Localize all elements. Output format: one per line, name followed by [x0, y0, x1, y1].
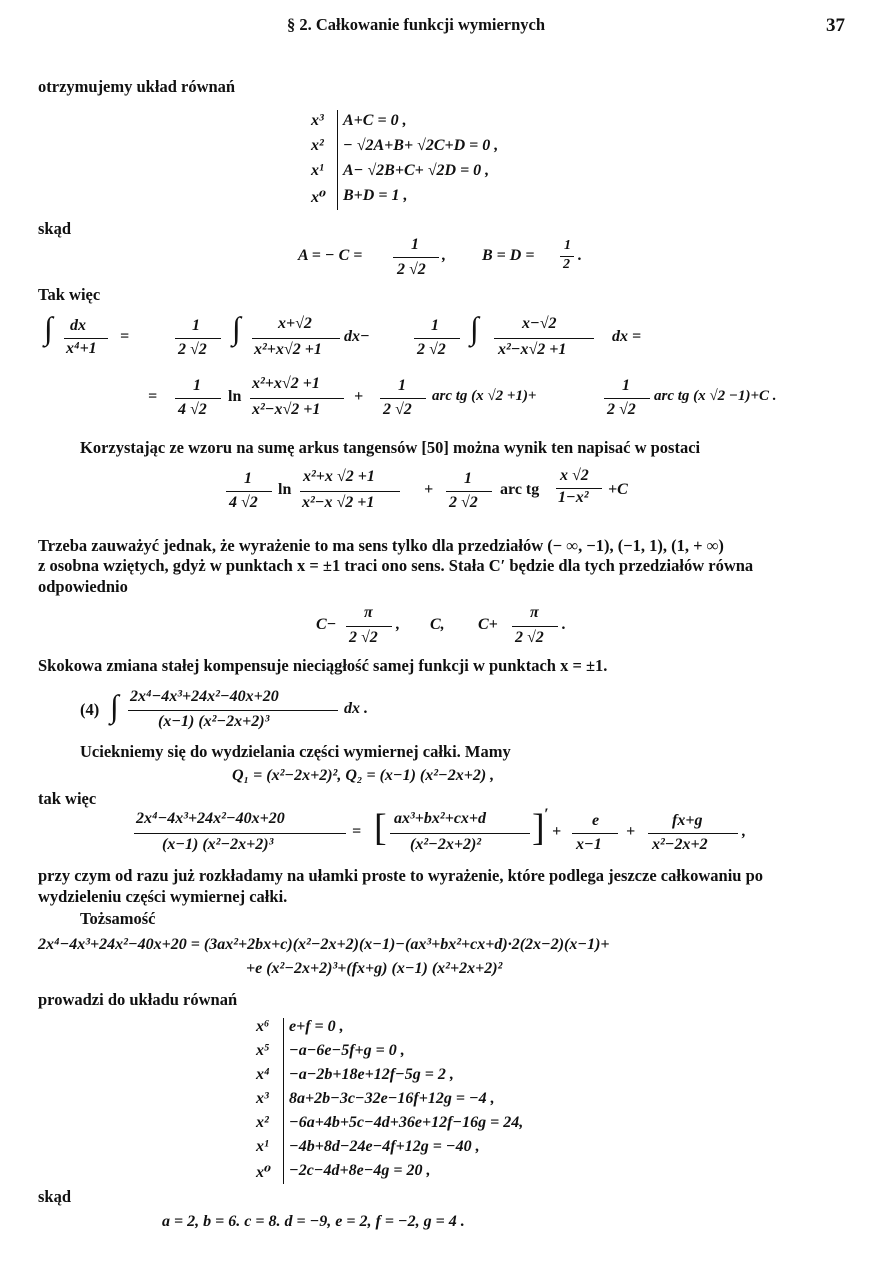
section-title: § 2. Całkowanie funkcji wymiernych [287, 15, 546, 34]
fraction-denominator: (x−1) (x²−2x+2)³ [162, 836, 274, 853]
power-label: x³ [311, 112, 324, 129]
equation-row: 8a+2b−3c−32e−16f+12g = −4 , [289, 1090, 495, 1107]
constant-plus: C+ [478, 616, 498, 633]
fraction-numerator: fx+g [672, 812, 703, 829]
fraction-denominator: x²+x√2 +1 [254, 341, 322, 358]
arctan-term: arc tg (x √2 +1)+ [432, 388, 537, 404]
fraction-numerator: x²+x√2 +1 [252, 375, 320, 392]
ln-function: ln [278, 481, 292, 498]
equation-row: −6a+4b+5c−4d+36e+12f−16g = 24, [289, 1114, 524, 1131]
text-line: odpowiednio [38, 577, 128, 596]
power-label: x² [311, 137, 324, 154]
equals: = [148, 388, 158, 405]
fraction-denominator: 2 √2 [349, 629, 378, 646]
fraction-numerator: 1 [193, 377, 201, 394]
fraction-denominator: x²−x √2 +1 [302, 494, 375, 511]
paragraph-prowadzi: prowadzi do układu równań [38, 990, 238, 1009]
paragraph-uciekniemy: Uciekniemy się do wydzielania części wymiernej całki. Mamy [80, 742, 511, 761]
fraction-numerator: x²+x √2 +1 [303, 468, 375, 485]
text-line: z osobna wziętych, gdyż w punktach x = ±1 traci ono sens. Stała C′ będzie dla tych przedziałów równa [38, 556, 754, 575]
power-label: x² [256, 1114, 269, 1131]
ln-function: ln [228, 388, 242, 405]
bracket-left: [ [374, 807, 387, 849]
identity-line-1: 2x⁴−4x³+24x²−40x+20 = (3ax²+2bx+c)(x²−2x+2)(x−1)−(ax³+bx²+cx+d)·2(2x−2)(x−1)+ [38, 936, 610, 953]
equation-row: A+C = 0 , [343, 112, 407, 129]
fraction-numerator: 2x⁴−4x³+24x²−40x+20 [136, 810, 285, 827]
equation-row: −4b+8d−24e−4f+12g = −40 , [289, 1138, 480, 1155]
arctan-label: arc tg [500, 481, 540, 498]
constant-minus: C− [316, 616, 337, 633]
power-label: x¹ [256, 1138, 269, 1155]
example-label: (4) [80, 700, 100, 719]
fraction-numerator: 2x⁴−4x³+24x²−40x+20 [130, 688, 279, 705]
bracket-right: ] [532, 807, 545, 849]
fraction-denominator: 2 √2 [397, 261, 426, 278]
fraction-denominator: 2 √2 [449, 494, 478, 511]
fraction-denominator: 2 [563, 257, 570, 272]
fraction-numerator: π [364, 604, 373, 621]
fraction-denominator: x−1 [576, 836, 602, 853]
word-tak-wiec: Tak więc [38, 285, 101, 304]
comma: , [742, 823, 746, 840]
power-label: x⁰ [311, 189, 327, 206]
paragraph-korzystajac: Korzystając ze wzoru na sumę arkus tangensów [50] można wynik ten napisać w postaci [80, 438, 701, 457]
fraction-denominator: (x²−2x+2)² [410, 836, 482, 853]
integral-sign: ∫ [44, 310, 53, 346]
plus: + [552, 823, 562, 840]
word-tozsamosc: Tożsamość [80, 909, 156, 928]
fraction-numerator: 1 [622, 377, 630, 394]
text-line: przy czym od razu już rozkładamy na ułamki proste to wyrażenie, które podlega jeszcze całkowaniu po [38, 866, 764, 885]
fraction-denominator: (x−1) (x²−2x+2)³ [158, 713, 270, 730]
fraction-denominator: 2 √2 [178, 341, 207, 358]
arctan-term: arc tg (x √2 −1)+C . [654, 388, 777, 404]
differential: dx . [344, 700, 368, 717]
equation-row: −a−6e−5f+g = 0 , [289, 1042, 405, 1059]
fraction-denominator: x²−2x+2 [652, 836, 708, 853]
fraction-denominator: 1−x² [558, 489, 589, 506]
fraction-numerator: x−√2 [522, 315, 557, 332]
power-label: x⁶ [256, 1018, 270, 1035]
fraction-numerator: e [592, 812, 600, 829]
plus: + [354, 388, 364, 405]
fraction-numerator: π [530, 604, 539, 621]
period: . [562, 616, 566, 633]
power-label: x⁵ [256, 1042, 270, 1059]
power-label: x⁰ [256, 1164, 272, 1181]
separator: , [442, 247, 446, 264]
fraction-denominator: 2 √2 [383, 401, 412, 418]
fraction-denominator: x²−x√2 +1 [498, 341, 567, 358]
equals: = [352, 823, 362, 840]
equation-row: e+f = 0 , [289, 1018, 344, 1035]
word-skad-1: skąd [38, 219, 72, 238]
power-label: x³ [256, 1090, 269, 1107]
equation-row: A− √2B+C+ √2D = 0 , [343, 162, 490, 179]
fraction-numerator: 1 [192, 317, 200, 334]
fraction-denominator: 2 √2 [515, 629, 544, 646]
fraction-numerator: ax³+bx²+cx+d [394, 810, 487, 827]
plus: + [626, 823, 636, 840]
solution-lhs: A = − C = [298, 247, 363, 264]
text-line: Trzeba zauważyć jednak, że wyrażenie to ma sens tylko dla przedziałów (− ∞, −1), (−1, 1), (1, + ∞) [38, 536, 724, 555]
identity-line-2: +e (x²−2x+2)³+(fx+g) (x−1) (x²+2x+2)² [246, 960, 503, 977]
fraction-denominator: 2 √2 [417, 341, 446, 358]
word-tak-wiec-2: tak więc [38, 789, 97, 808]
prime-mark: ′ [544, 806, 549, 823]
integral-sign: ∫ [470, 310, 479, 346]
fraction-numerator: 1 [564, 238, 571, 253]
integral-sign: ∫ [232, 310, 241, 346]
plus: + [424, 481, 434, 498]
solution-lhs-2: B = D = [482, 247, 535, 264]
separator: , [396, 616, 400, 633]
fraction-numerator: x+√2 [278, 315, 312, 332]
solution-2: a = 2, b = 6. c = 8. d = −9, e = 2, f = −2, g = 4 . [162, 1213, 465, 1230]
power-label: x¹ [311, 162, 324, 179]
equals: = [120, 328, 130, 345]
equation-row: −a−2b+18e+12f−5g = 2 , [289, 1066, 454, 1083]
fraction-numerator: 1 [431, 317, 439, 334]
fraction-numerator: 1 [398, 377, 406, 394]
equation-row: B+D = 1 , [343, 187, 408, 204]
fraction-numerator: x √2 [560, 467, 589, 484]
fraction-numerator: 1 [244, 470, 252, 487]
q-definitions: Q₁ = (x²−2x+2)², Q₂ = (x−1) (x²−2x+2) , [232, 767, 495, 784]
constant: +C [608, 481, 628, 498]
differential: dx = [612, 328, 642, 345]
fraction-numerator: dx [70, 317, 86, 334]
power-label: x⁴ [256, 1066, 270, 1083]
fraction-denominator: 4 √2 [178, 401, 207, 418]
period: . [578, 247, 582, 264]
constant: C, [430, 616, 445, 633]
paragraph-intro: otrzymujemy układ równań [38, 77, 236, 96]
equation-row: −2c−4d+8e−4g = 20 , [289, 1162, 431, 1179]
fraction-denominator: 4 √2 [229, 494, 258, 511]
paragraph-skokowa: Skokowa zmiana stałej kompensuje nieciągłość samej funkcji w punktach x = ±1. [38, 656, 608, 675]
text-line: wydzieleniu części wymiernej całki. [38, 887, 288, 906]
fraction-denominator: 2 √2 [607, 401, 636, 418]
fraction-denominator: x²−x√2 +1 [252, 401, 321, 418]
fraction-denominator: x⁴+1 [66, 340, 97, 357]
differential: dx− [344, 328, 370, 345]
integral-sign: ∫ [110, 688, 119, 724]
fraction-numerator: 1 [411, 236, 419, 253]
word-skad-2: skąd [38, 1187, 72, 1206]
equation-row: − √2A+B+ √2C+D = 0 , [343, 137, 499, 154]
fraction-numerator: 1 [464, 470, 472, 487]
page-number: 37 [826, 15, 845, 36]
